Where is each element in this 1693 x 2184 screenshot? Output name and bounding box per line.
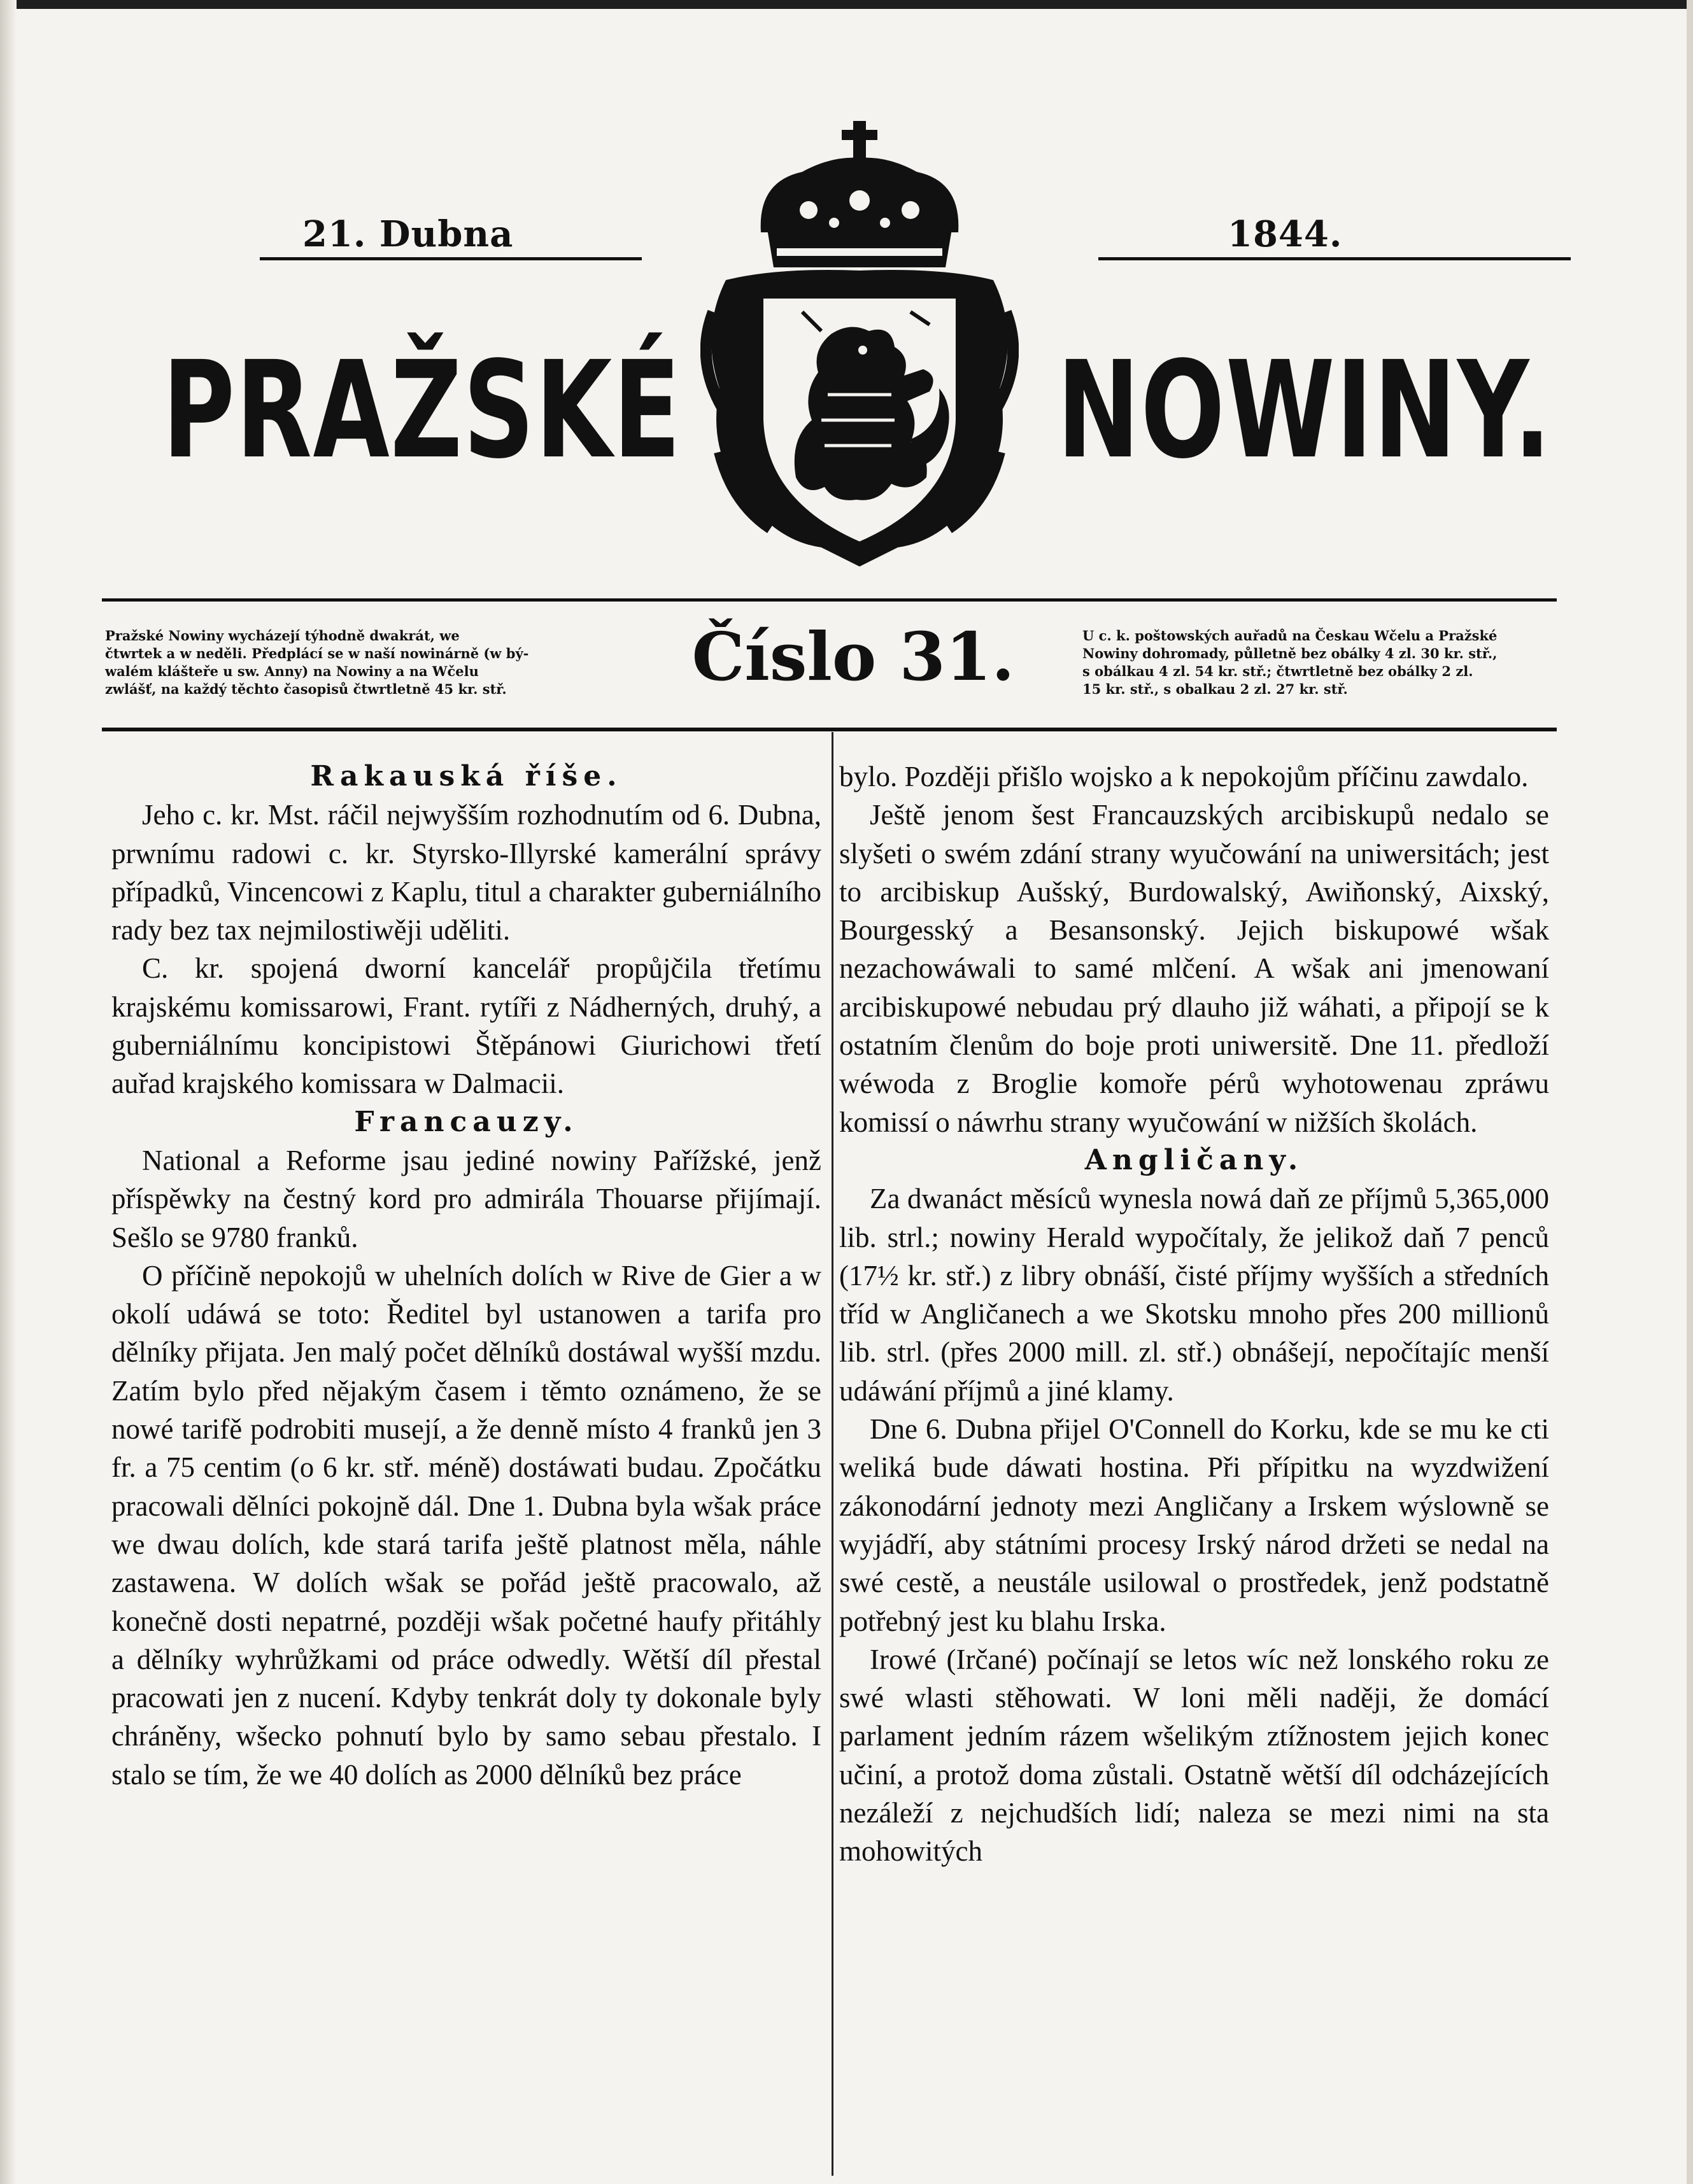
header-rule-bottom: [102, 728, 1557, 731]
section-heading-francauzy: Francauzy.: [354, 1105, 579, 1138]
subscription-info-right: [1082, 627, 1560, 698]
column-divider: [832, 732, 833, 2176]
article-paragraph: Dne 6. Dubna přijel O'Connell do Korku, kde se mu ke cti weliká bude dáwati hostina. Při přípitku na wyzdwižení zákonodární jednoty mezi Angličany a Irskem wýslowně se wyjádří, aby státními procesy Irský národ držeti se nedal na swé cestě, a neustále usilowal o prostředek, jenž podstatně potřebný jest ku blahu Irska.: [839, 1413, 1549, 1637]
article-paragraph: Irowé (Irčané) počínají se letos wíc než lonského roku ze swé wlasti stěhowati. W loni měli naději, že domácí parlament jedním rázem wšelikým ztížnostem jejich konec učiní, a protož doma zůstali. Ostatně wětší díl odcházejících nezáleží z nejchudších lidí; naleza se mezi nimi na sta mohowitých: [839, 1643, 1549, 1868]
date-underline-right: [1098, 257, 1571, 260]
info-line: walém klášteře u sw. Anny) na Nowiny a na Wčelu: [105, 663, 479, 679]
section-heading-rakousko: Rakauská říše.: [310, 760, 623, 793]
info-line: U c. k. poštowských auřadů na Českau Wčelu a Pražské: [1082, 628, 1498, 644]
subscription-info-left: [105, 627, 599, 698]
crowned-lion-coat-of-arms-icon: [700, 121, 1019, 579]
info-line: Nowiny dohromady, půlletně bez obálky 4 zl. 30 kr. stř.,: [1082, 645, 1498, 661]
info-line: zwlášť, na každý těchto časopisů čtwrtletně 45 kr. stř.: [105, 681, 507, 697]
right-column: [839, 757, 1549, 1871]
masthead-title-left: PRAŽSKÉ: [162, 332, 682, 488]
issue-number: Číslo 31.: [691, 617, 1015, 696]
masthead-title-right: NOWINY.: [1057, 332, 1552, 488]
left-column: [111, 757, 821, 1794]
date-underline-left: [260, 257, 642, 260]
info-line: 15 kr. stř., s obalkau 2 zl. 27 kr. stř.: [1082, 681, 1348, 697]
header-rule-top: [102, 598, 1557, 602]
article-paragraph: National a Reforme jsau jediné nowiny Pařížské, jenž příspěwky na čestný kord pro admirála Thouarse přijímají. Sešlo se 9780 franků.: [111, 1144, 821, 1253]
article-paragraph: O příčině nepokojů w uhelních dolích w Rive de Gier a w okolí udáwá se toto: Ředitel byl ustanowen a tarifa pro dělníky přijata. Jen malý počet dělníků dostáwal wyšší mzdu. Zatím bylo před nějakým časem i těmto oznámeno, že se nowé tarifě podrobiti musejí, a že denně místo 4 franků jen 3 fr. a 75 centim (o 6 kr. stř. méně) dostáwati budau. Zpočátku pracowali dělníci pokojně dál. Dne 1. Dubna byla wšak práce we dwau dolích, kde stará tarifa ještě platnost měla, náhle zastawena. W dolích wšak se pořád ještě pracowalo, až konečně dosti nepatrné, později wšak početné haufy přitáhly a dělníky wyhrůžkami od práce odwedly. Wětší díl přestal pracowati jen z nucení. Kdyby tenkrát doly ty dokonale byly chráněny, wšecko pohnutí bylo by samo sebau přestalo. I stalo se tím, že we 40 dolích as 2000 dělníků bez práce: [111, 1259, 821, 1791]
article-paragraph-continued: bylo. Později přišlo wojsko a k nepokojům příčinu zawdalo.: [839, 761, 1529, 793]
issue-date: 21. Dubna: [302, 213, 514, 255]
scan-border-top: [0, 0, 1693, 9]
article-paragraph: Jeho c. kr. Mst. ráčil nejwyšším rozhodnutím od 6. Dubna, prwnímu radowi c. kr. Styrsko-Illyrské kamerální správy případků, Vincencowi z Kaplu, titul a charakter guberniálního rady bez tax nejmilostiwěji uděliti.: [111, 799, 821, 947]
article-paragraph: C. kr. spojená dworní kancelář propůjčila třetímu krajskému komissarowi, Frant. rytíři z Nádherných, druhý, a guberniálnímu koncipistowi Štěpánowi Giurichowi třetí auřad krajského komissara w Dalmacii.: [111, 952, 821, 1100]
article-paragraph: Za dwanáct měsíců wynesla nowá daň ze příjmů 5,365,000 lib. strl.; nowiny Herald wypočítaly, že jelikož daň 7 penců (17½ kr. stř.) z libry obnáší, čisté příjmy wyšších a středních tříd w Angličanech a we Skotsku mnoho přes 200 millionů lib. strl. (přes 2000 mill. zl. stř.) obnášejí, nepočítajíc menší udáwání příjmů a jiné klamy.: [839, 1183, 1549, 1407]
info-line: Pražské Nowiny wycházejí týhodně dwakrát, we: [105, 628, 460, 644]
info-line: s obálkau 4 zl. 54 kr. stř.; čtwrtletně bez obálky 2 zl.: [1082, 663, 1473, 679]
section-heading-anglicany: Angličany.: [1084, 1143, 1304, 1176]
issue-year: 1844.: [1228, 213, 1343, 255]
page-gutter-shadow: [0, 0, 17, 2184]
article-paragraph: Ještě jenom šest Francauzských arcibiskupů nedalo se slyšeti o swém zdání strany wyučowání na uniwersitách; jest to arcibiskup Aušský, Burdowalský, Awiňonský, Aixský, Bourgesský a Besansonský. Jejich biskupowé wšak nezachowáwali to samé mlčení. A wšak ani jmenowaní arcibiskupowé nebudau prý dlauho již wáhati, a připojí se k ostatním členům do boje proti uniwersitě. Dne 11. předloží wéwoda z Broglie komoře pérů wyhotowenau zpráwu komissí o náwrhu strany wyučowání w nižších školách.: [839, 799, 1549, 1138]
info-line: čtwrtek a w neděli. Předplácí se w naší nowinárně (w bý-: [105, 645, 529, 661]
scan-border-right: [1687, 0, 1693, 2184]
